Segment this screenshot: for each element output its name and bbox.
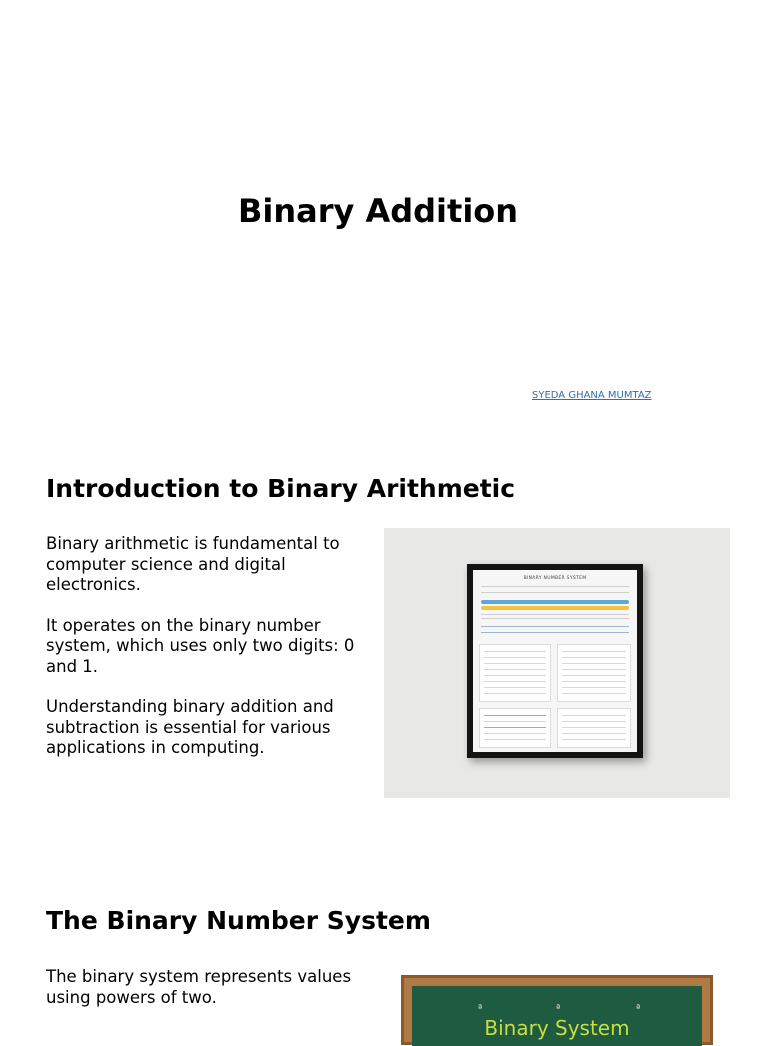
- chalkboard-image: [401, 975, 713, 1040]
- binary-poster-image: [384, 528, 730, 798]
- binary-system-paragraph: The binary system represents values using powers of two.: [46, 967, 352, 1007]
- poster-line: [481, 614, 629, 615]
- poster-frame: [467, 564, 643, 758]
- chalk-mark-icon: ª: [636, 1004, 641, 1014]
- section-heading-intro: Introduction to Binary Arithmetic: [46, 474, 516, 503]
- intro-paragraph: It operates on the binary number system, which uses only two digits: 0 and 1.: [46, 615, 355, 676]
- poster-panel: [479, 708, 551, 748]
- poster-title: BINARY NUMBER SYSTEM: [523, 576, 587, 581]
- binary-system-text: [46, 967, 371, 1028]
- chalkboard-surface: [412, 986, 702, 1046]
- poster-line: [481, 626, 629, 627]
- author-link[interactable]: SYEDA GHANA MUMTAZ: [532, 390, 652, 401]
- intro-text: [46, 534, 371, 779]
- poster-panel: [479, 644, 551, 702]
- chalkboard-frame: [401, 975, 713, 1045]
- page-title: Binary Addition: [237, 192, 519, 230]
- poster-line: [481, 586, 629, 587]
- poster-panel: [557, 644, 631, 702]
- poster-line: [481, 618, 629, 619]
- chalkboard-text: Binary System: [484, 1016, 630, 1040]
- section-heading-binary-system: The Binary Number System: [46, 906, 431, 935]
- chalk-mark-icon: ª: [556, 1004, 561, 1014]
- poster-band: [481, 606, 629, 610]
- poster-line: [481, 632, 629, 633]
- poster-sheet: [473, 570, 637, 752]
- poster-panel: [557, 708, 631, 748]
- poster-band: [481, 600, 629, 604]
- chalk-mark-icon: ª: [478, 1004, 483, 1014]
- intro-paragraph: Understanding binary addition and subtraction is essential for various applications in computing.: [46, 697, 334, 757]
- intro-paragraph: Binary arithmetic is fundamental to computer science and digital electronics.: [46, 534, 340, 594]
- poster-line: [481, 592, 629, 593]
